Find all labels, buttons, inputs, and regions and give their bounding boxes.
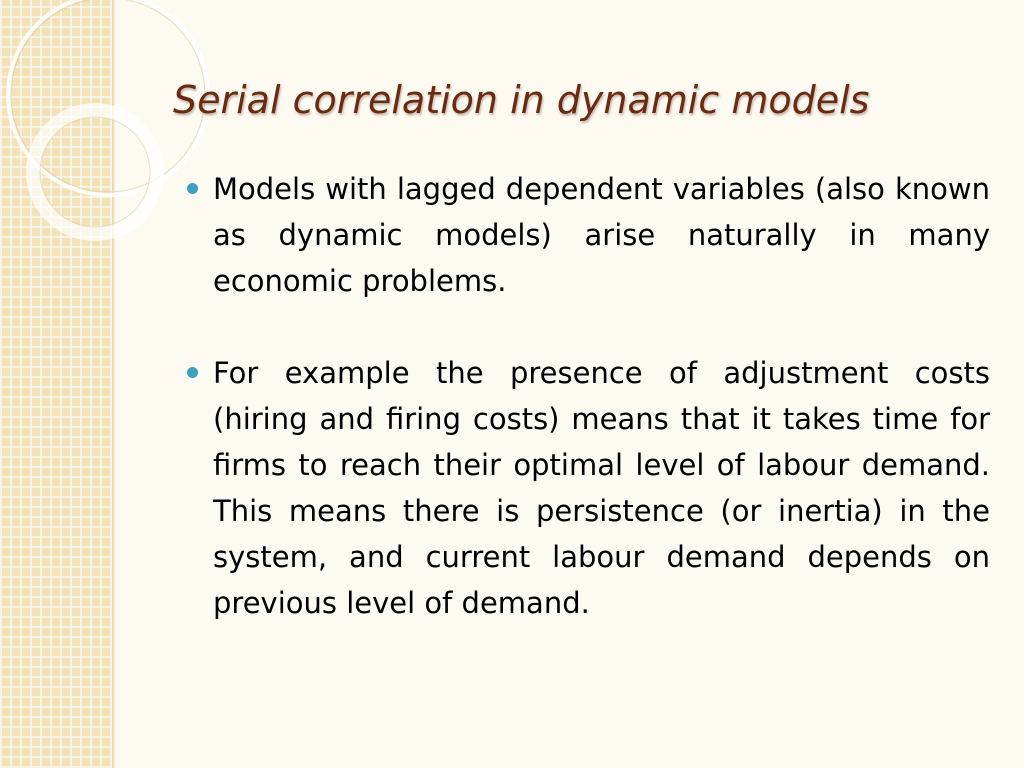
decor-circle-ring-inner xyxy=(40,117,150,227)
bullet-list xyxy=(213,166,990,672)
decor-circle-ring xyxy=(33,110,157,234)
bullet-dot-icon xyxy=(187,367,198,378)
bullet-dot-icon xyxy=(187,183,198,194)
decorative-circles xyxy=(0,0,140,260)
bullet-text: Models with lagged dependent variables (also known as dynamic models) arise naturally in many economic problems. xyxy=(213,172,990,298)
bullet-item xyxy=(213,166,990,304)
bullet-item xyxy=(213,350,990,626)
slide-title: Serial correlation in dynamic models xyxy=(173,78,870,122)
bullet-text: For example the presence of adjustment costs (hiring and firing costs) means that it takes time for firms to reach their optimal level of labour demand. This means there is persistence (or inertia) in the system, and current labour demand depends on previous level of demand. xyxy=(213,356,990,620)
